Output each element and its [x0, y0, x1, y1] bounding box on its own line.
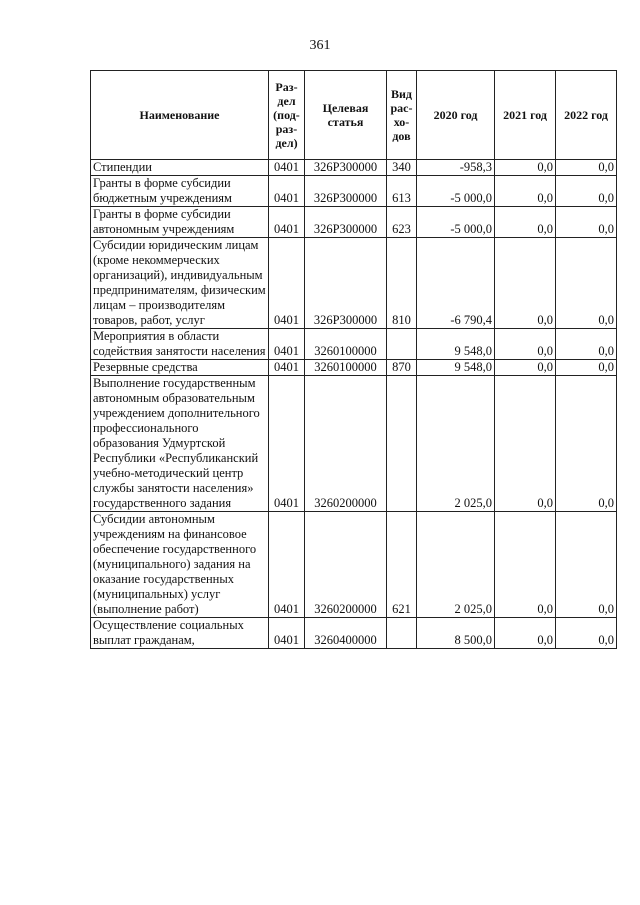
col-header-2020: 2020 год — [417, 71, 495, 160]
table-row — [91, 512, 617, 618]
row-name: Мероприятия в области содействия занятости населения — [91, 329, 269, 360]
header-row — [91, 71, 617, 160]
table-row — [91, 207, 617, 238]
row-2020: 2 025,0 — [417, 512, 495, 618]
row-name: Субсидии автономным учреждениям на финансовое обеспечение государственного (муниципального) задания на оказание государственных (муниципальных) услуг (выполнение работ) — [91, 512, 269, 618]
row-2020: 9 548,0 — [417, 329, 495, 360]
row-target: 326Р300000 — [305, 176, 387, 207]
row-section: 0401 — [269, 360, 305, 376]
row-target: 326Р300000 — [305, 238, 387, 329]
row-type: 810 — [387, 238, 417, 329]
row-target: 326Р300000 — [305, 207, 387, 238]
row-section: 0401 — [269, 512, 305, 618]
table-row — [91, 160, 617, 176]
row-type: 870 — [387, 360, 417, 376]
page-number: 361 — [309, 38, 331, 53]
row-2022: 0,0 — [556, 207, 617, 238]
row-2022: 0,0 — [556, 238, 617, 329]
row-type — [387, 329, 417, 360]
table-row — [91, 176, 617, 207]
row-2020: -958,3 — [417, 160, 495, 176]
col-header-section: Раз- дел (под- раз- дел) — [269, 71, 305, 160]
row-target: 3260100000 — [305, 329, 387, 360]
row-2021: 0,0 — [495, 360, 556, 376]
row-2022: 0,0 — [556, 329, 617, 360]
col-header-2021: 2021 год — [495, 71, 556, 160]
row-2020: 8 500,0 — [417, 618, 495, 649]
row-section: 0401 — [269, 207, 305, 238]
row-2022: 0,0 — [556, 376, 617, 512]
table-row — [91, 618, 617, 649]
row-2020: -5 000,0 — [417, 207, 495, 238]
row-target: 3260400000 — [305, 618, 387, 649]
row-name: Выполнение государственным автономным образовательным учреждением дополнительного профессионального образования Удмуртской Республики «Республиканский учебно-методический центр службы занятости населения» государственного задания — [91, 376, 269, 512]
row-name: Гранты в форме субсидии автономным учреждениям — [91, 207, 269, 238]
row-2022: 0,0 — [556, 176, 617, 207]
col-header-2022: 2022 год — [556, 71, 617, 160]
row-2021: 0,0 — [495, 618, 556, 649]
row-2021: 0,0 — [495, 207, 556, 238]
table-row — [91, 329, 617, 360]
table-row — [91, 238, 617, 329]
budget-table — [90, 70, 617, 649]
col-header-name: Наименование — [91, 71, 269, 160]
row-type: 621 — [387, 512, 417, 618]
row-name: Резервные средства — [91, 360, 269, 376]
row-type: 613 — [387, 176, 417, 207]
row-2021: 0,0 — [495, 238, 556, 329]
row-name: Субсидии юридическим лицам (кроме некоммерческих организаций), индивидуальным предпринимателям, физическим лицам – производителям товаров, работ, услуг — [91, 238, 269, 329]
row-2022: 0,0 — [556, 618, 617, 649]
row-type — [387, 376, 417, 512]
row-2020: 2 025,0 — [417, 376, 495, 512]
row-name: Гранты в форме субсидии бюджетным учреждениям — [91, 176, 269, 207]
col-header-target: Целевая статья — [305, 71, 387, 160]
row-type — [387, 618, 417, 649]
row-section: 0401 — [269, 160, 305, 176]
row-section: 0401 — [269, 376, 305, 512]
row-2022: 0,0 — [556, 160, 617, 176]
row-2020: 9 548,0 — [417, 360, 495, 376]
row-2021: 0,0 — [495, 329, 556, 360]
row-target: 326Р300000 — [305, 160, 387, 176]
row-section: 0401 — [269, 329, 305, 360]
row-2021: 0,0 — [495, 376, 556, 512]
row-2020: -6 790,4 — [417, 238, 495, 329]
row-section: 0401 — [269, 238, 305, 329]
row-target: 3260200000 — [305, 512, 387, 618]
row-2021: 0,0 — [495, 176, 556, 207]
row-target: 3260200000 — [305, 376, 387, 512]
row-2022: 0,0 — [556, 360, 617, 376]
row-2021: 0,0 — [495, 512, 556, 618]
row-type: 623 — [387, 207, 417, 238]
row-section: 0401 — [269, 176, 305, 207]
row-name: Стипендии — [91, 160, 269, 176]
col-header-expense-type: Вид рас- хо- дов — [387, 71, 417, 160]
row-2022: 0,0 — [556, 512, 617, 618]
row-type: 340 — [387, 160, 417, 176]
row-section: 0401 — [269, 618, 305, 649]
row-target: 3260100000 — [305, 360, 387, 376]
table-row — [91, 360, 617, 376]
row-2020: -5 000,0 — [417, 176, 495, 207]
row-name: Осуществление социальных выплат гражданам, — [91, 618, 269, 649]
row-2021: 0,0 — [495, 160, 556, 176]
table-row — [91, 376, 617, 512]
